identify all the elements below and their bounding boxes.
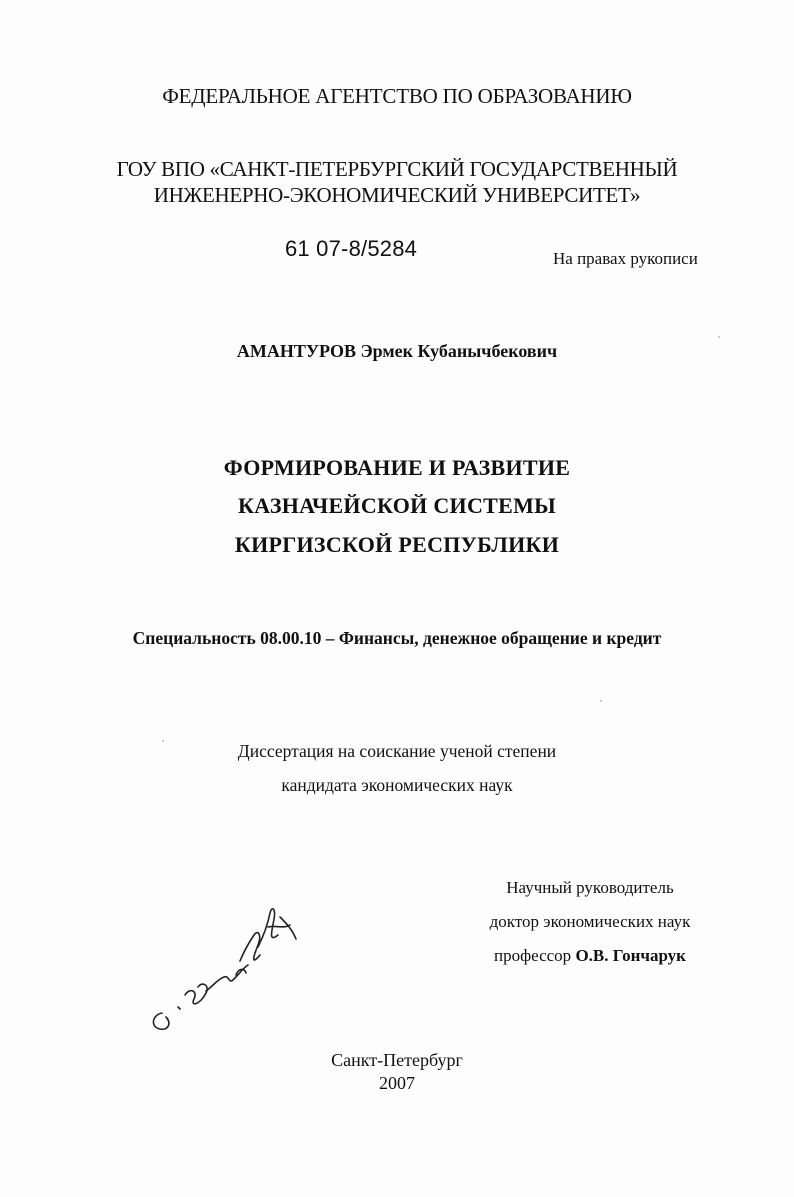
rights-note: На правах рукописи — [553, 249, 698, 268]
specialty-line: Специальность 08.00.10 – Финансы, денежное обращение и кредит — [132, 628, 662, 648]
supervisor-name: О.В. Гончарук — [575, 946, 686, 965]
dissertation-line2: кандидата экономических наук — [281, 775, 513, 795]
thesis-title-line2: КАЗНАЧЕЙСКОЙ СИСТЕМЫ — [237, 493, 557, 518]
supervisor-degree: доктор экономических наук — [489, 912, 691, 931]
supervisor-name-line — [470, 946, 710, 966]
scan-speck — [162, 740, 164, 742]
author-name: АМАНТУРОВ Эрмек Кубанычбекович — [236, 341, 558, 361]
scan-speck — [600, 700, 602, 702]
dissertation-line1: Диссертация на соискание ученой степени — [237, 741, 557, 761]
university-name-line1: ГОУ ВПО «САНКТ-ПЕТЕРБУРГСКИЙ ГОСУДАРСТВЕННЫЙ — [116, 157, 678, 181]
scan-speck — [718, 336, 720, 338]
supervisor-title-prefix: профессор — [494, 946, 572, 965]
library-stamp-number: 61 07-8/5284 — [285, 236, 418, 261]
supervisor-role: Научный руководитель — [506, 878, 674, 897]
agency-heading: ФЕДЕРАЛЬНОЕ АГЕНТСТВО ПО ОБРАЗОВАНИЮ — [162, 84, 632, 108]
handwritten-signature-icon — [140, 895, 310, 1045]
university-name-line2: ИНЖЕНЕРНО-ЭКОНОМИЧЕСКИЙ УНИВЕРСИТЕТ» — [153, 183, 641, 207]
year: 2007 — [379, 1073, 415, 1093]
thesis-title-line3: КИРГИЗСКОЙ РЕСПУБЛИКИ — [234, 532, 560, 557]
city: Санкт-Петербург — [331, 1050, 463, 1070]
thesis-title-line1: ФОРМИРОВАНИЕ И РАЗВИТИЕ — [223, 455, 571, 480]
